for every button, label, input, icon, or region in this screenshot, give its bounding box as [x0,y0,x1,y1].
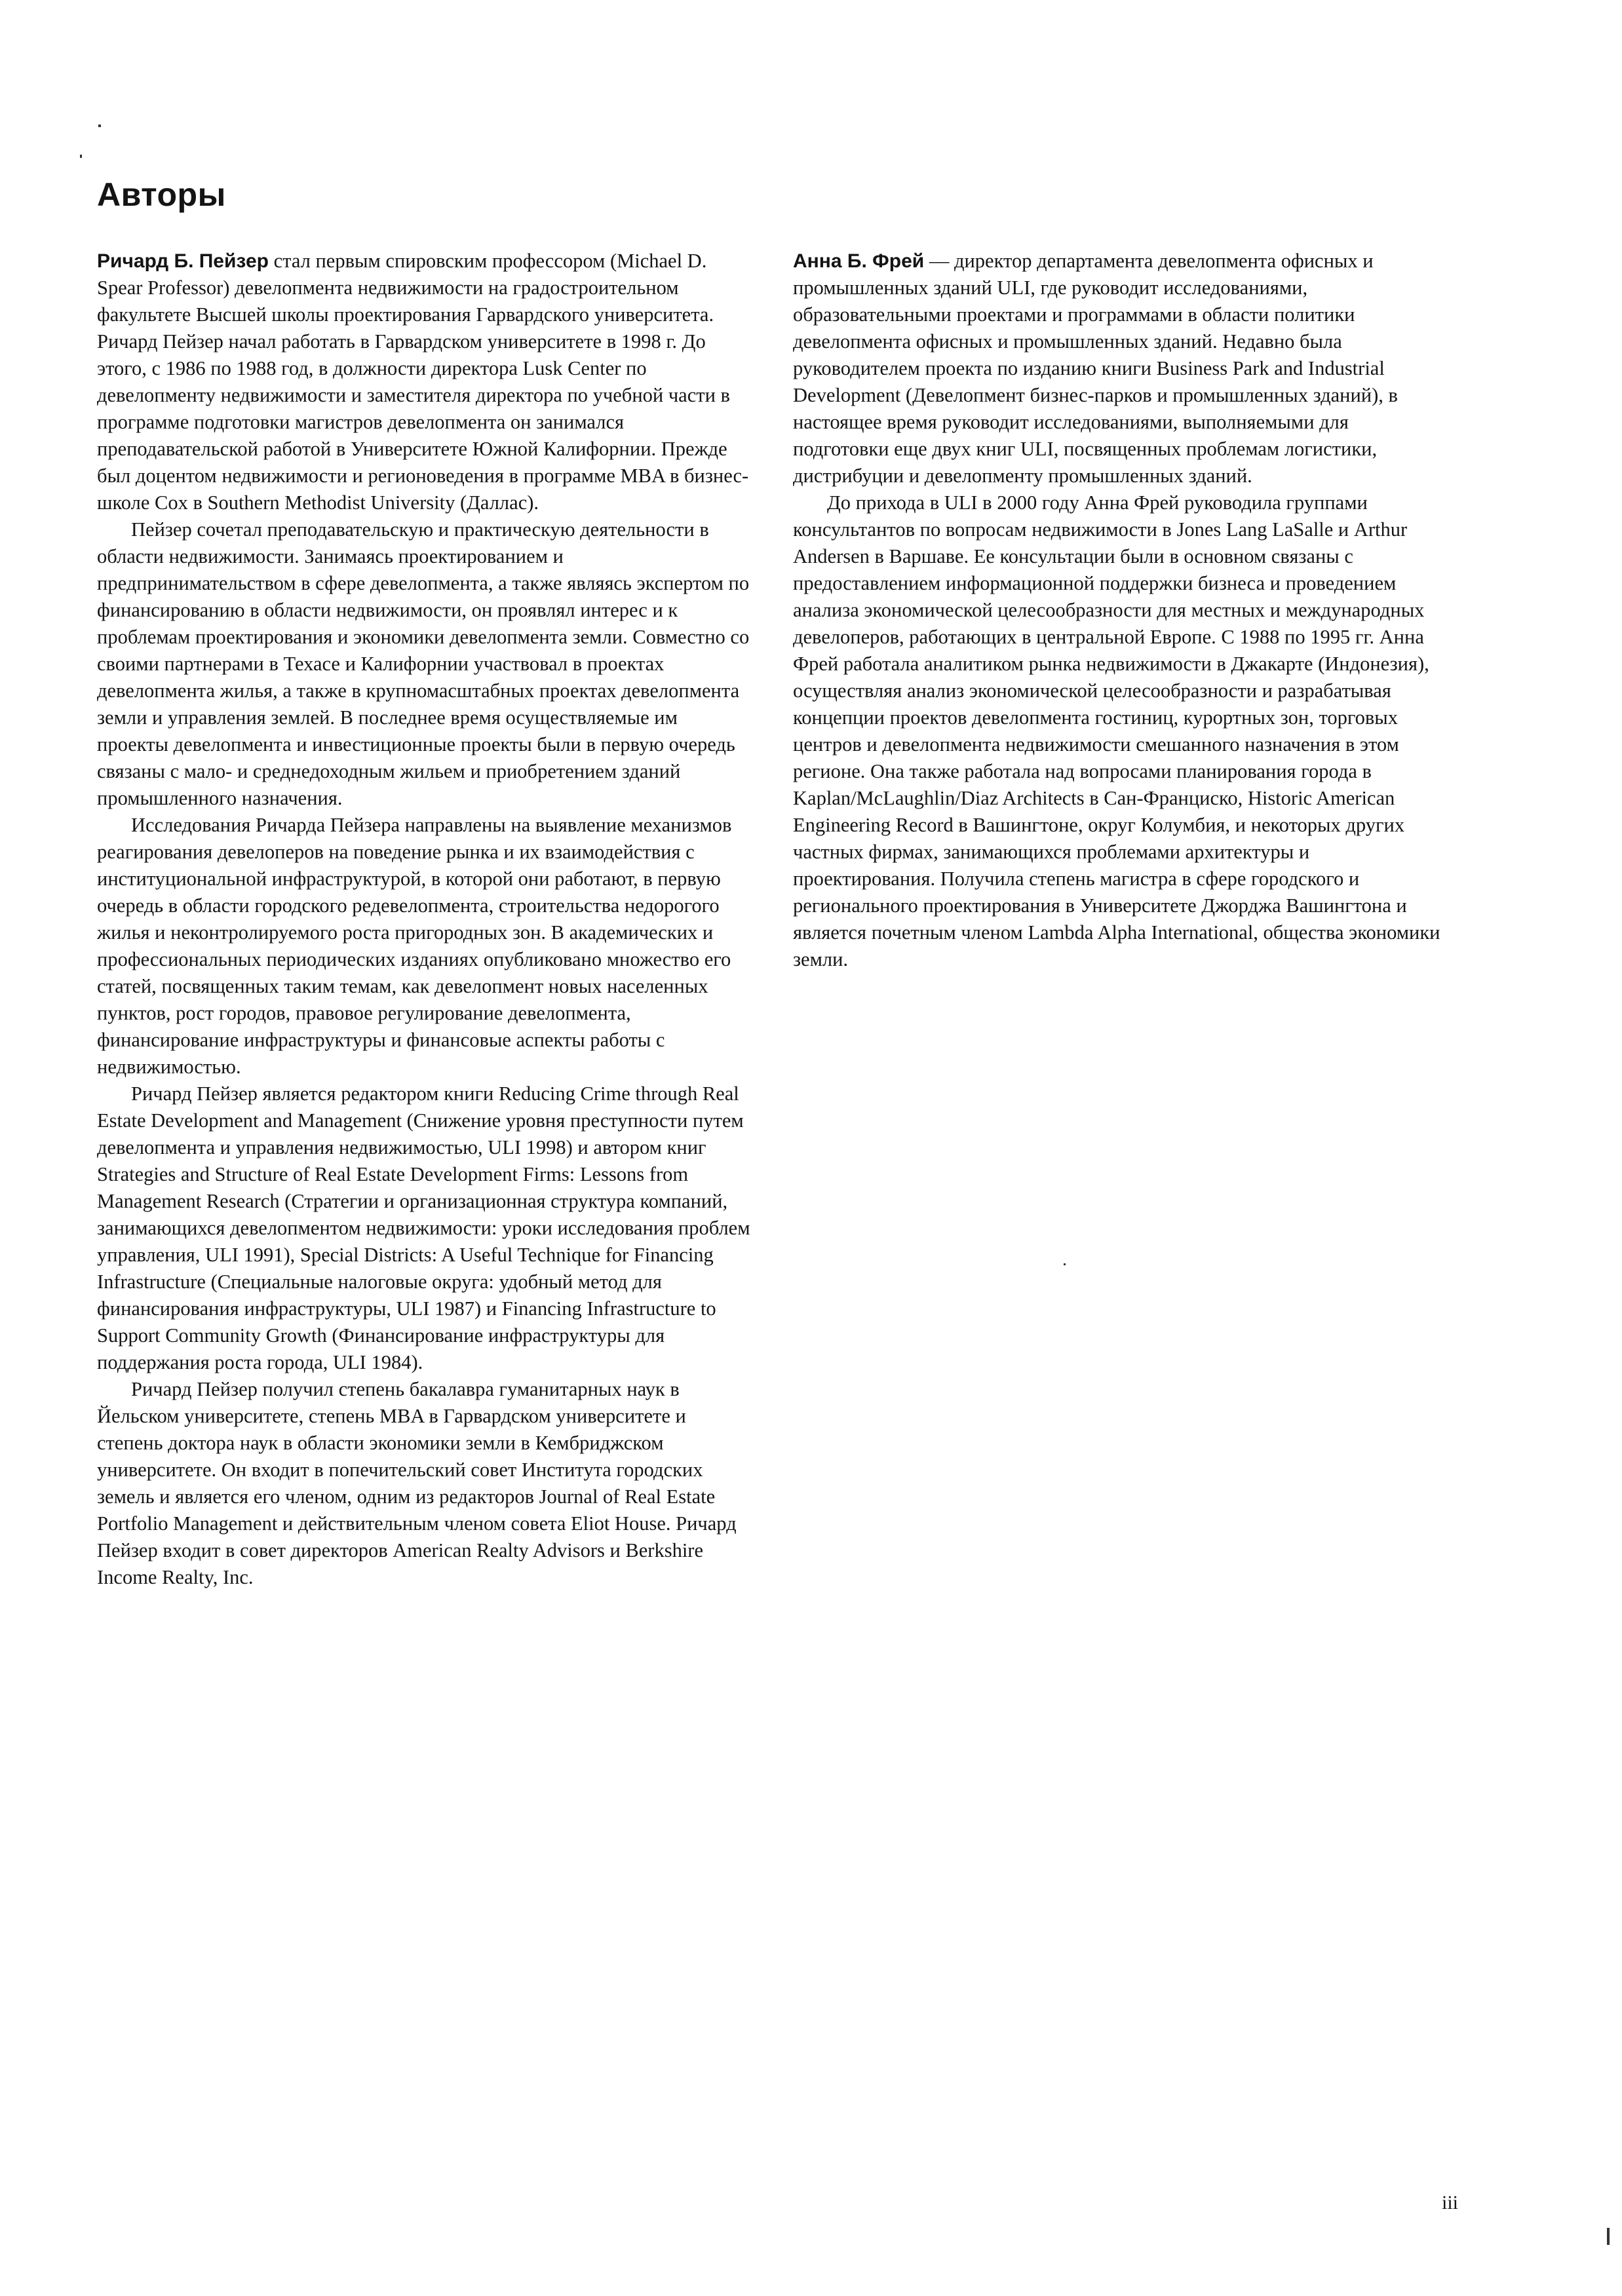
frej-career-paragraph: До прихода в ULI в 2000 году Анна Фрей руководила группами консультантов по вопросам недвижимости в Jones Lang LaSalle и Arthur Andersen в Варшаве. Ее консультации были в основном связаны с предоставлением информационной поддержки бизнеса и проведением анализа экономической целесообразности для местных и международных девелоперов, работающих в центральной Европе. С 1988 по 1995 гг. Анна Фрей работала аналитиком рынка недвижимости в Джакарте (Индонезия), осуществляя анализ экономической целесообразности и разрабатывая концепции проектов девелопмента гостиниц, курортных зон, торговых центров и девелопмента недвижимости смешанного назначения в этом регионе. Она также работала над вопросами планирования города в Kaplan/McLaughlin/Diaz Architects в Сан-Франциско, Historic American Engineering Record в Вашингтоне, округ Колумбия, и некоторых других частных фирмах, занимающихся проблемами архитектуры и проектирования. Получила степень магистра в сфере городского и регионального проектирования в Университете Джорджа Вашингтона и является почетным членом Lambda Alpha International, общества экономики земли. [793,491,1440,970]
peiser-research-paragraph: Исследования Ричарда Пейзера направлены на выявление механизмов реагирования девелоперов на поведение рынка и их взаимодействия с институциональной инфраструктурой, в которой они работают, в первую очередь в области городского редевелопмента, строительства недорогого жилья и неконтролируемого роста пригородных зон. В академических и профессиональных периодических изданиях опубликовано множество его статей, посвященных таким темам, как девелопмент новых населенных пунктов, рост городов, правовое регулирование девелопмента, финансирование инфраструктуры и финансовые аспекты работы с недвижимостью. [97,814,732,1078]
peiser-bio-intro-text: стал первым спировским профессором (Michael D. Spear Professor) девелопмента недвижимости на градостроительном факультете Высшей школы проектирования Гарвардского университета. Ричард Пейзер начал работать в Гарвардском университете в 1998 г. До этого, с 1986 по 1988 год, в должности директора Lusk Center по девелопменту недвижимости и заместителя директора по учебной части в программе подготовки магистров девелопмента он занимался преподавательской работой в Университете Южной Калифорнии. Прежде был доцентом недвижимости и регионоведения в программе MBA в бизнес-школе Cox в Southern Methodist University (Даллас). [97,250,749,514]
scan-speck [80,155,82,158]
frej-bio-intro-text: — директор департамента девелопмента офисных и промышленных зданий ULI, где руководит исследованиями, образовательными проектами и программами в области политики девелопмента офисных и промышленных зданий. Недавно была руководителем проекта по изданию книги Business Park and Industrial Development (Девелопмент бизнес-парков и промышленных зданий), в настоящее время руководит исследованиями, выполняемыми для подготовки еще двух книг ULI, посвященных проблемам логистики, дистрибуции и девелопменту промышленных зданий. [793,250,1398,487]
peiser-practice-paragraph: Пейзер сочетал преподавательскую и практическую деятельности в области недвижимости. Занимаясь проектированием и предпринимательством в сфере девелопмента, а также являясь экспертом по финансированию в области недвижимости, он проявлял интерес и к проблемам проектирования и экономики девелопмента земли. Совместно со своими партнерами в Техасе и Калифорнии участвовал в проектах девелопмента жилья, а также в крупномасштабных проектах девелопмента земли и управления землей. В последнее время осуществляемые им проекты девелопмента и инвестиционные проекты были в первую очередь связаны с мало- и среднедоходным жильем и приобретением зданий промышленного назначения. [97,518,750,809]
peiser-books-paragraph: Ричард Пейзер является редактором книги Reducing Crime through Real Estate Development and Management (Снижение уровня преступности путем девелопмента и управления недвижимостью, ULI 1998) и автором книг Strategies and Structure of Real Estate Development Firms: Lessons from Management Research (Стратегии и организационная структура компаний, занимающихся девелопментом недвижимости: уроки исследования проблем управления, ULI 1991), Special Districts: A Useful Technique for Financing Infrastructure (Специальные налоговые округа: удобный метод для финансирования инфраструктуры, ULI 1987) и Financing Infrastructure to Support Community Growth (Финансирование инфраструктуры для поддержания роста города, ULI 1984). [97,1082,750,1373]
author-name-peiser: Ричард Б. Пейзер [97,250,269,272]
frej-bio-intro [793,248,1448,489]
page-heading: Авторы [97,176,226,213]
scan-speck [1607,2228,1610,2245]
left-column [97,248,752,1591]
page-number: iii [1442,2192,1459,2213]
peiser-education-paragraph: Ричард Пейзер получил степень бакалавра гуманитарных наук в Йельском университете, степень MBA в Гарвардском университете и степень доктора наук в области экономики земли в Кембриджском университете. Он входит в попечительский совет Института городских земель и является его членом, одним из редакторов Journal of Real Estate Portfolio Management и действительным членом совета Eliot House. Ричард Пейзер входит в совет директоров American Realty Advisors и Berkshire Income Realty, Inc. [97,1378,737,1588]
right-column [793,248,1448,973]
peiser-bio-intro [97,248,752,516]
author-name-frej: Анна Б. Фрей [793,250,925,272]
scan-speck [98,124,101,127]
scan-speck [1064,1263,1066,1265]
